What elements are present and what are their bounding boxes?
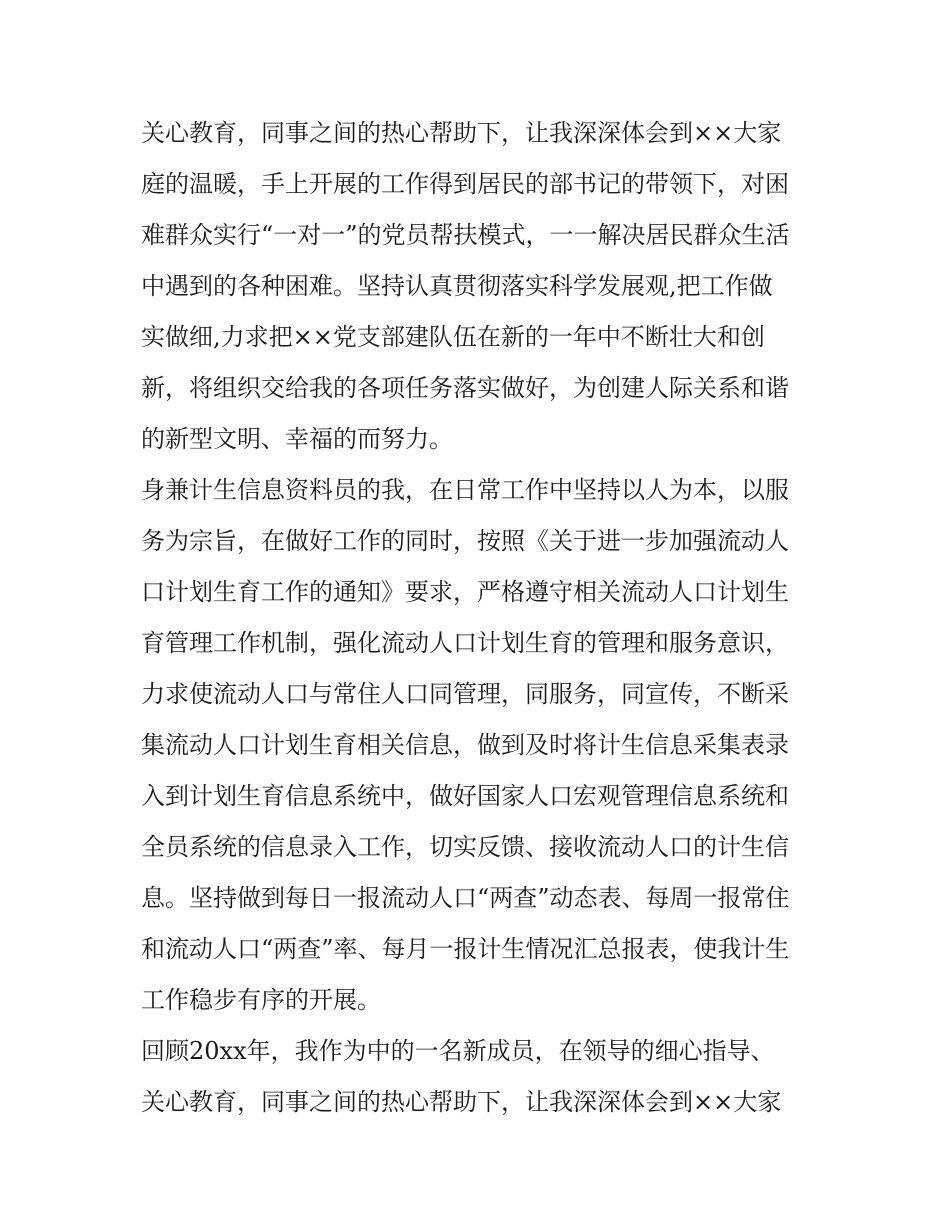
text-line: 身兼计生信息资料员的我，在日常工作中坚持以人为本，以服 (141, 476, 789, 504)
text-line: 息。坚持做到每日一报流动人口“两查”动态表、每周一报常住 (141, 884, 790, 912)
text-line: 育管理工作机制，强化流动人口计划生育的管理和服务意识， (141, 629, 789, 657)
text-line: 回顾20xx年，我作为中的一名新成员，在领导的细心指导、 (141, 1037, 775, 1065)
text-line: 入到计划生育信息系统中，做好国家人口宏观管理信息系统和 (141, 782, 789, 810)
text-line: 全员系统的信息录入工作，切实反馈、接收流动人口的计生信 (141, 833, 789, 861)
text-line: 集流动人口计划生育相关信息，做到及时将计生信息采集表录 (141, 731, 789, 759)
text-line: 力求使流动人口与常住人口同管理，同服务，同宣传，不断采 (141, 680, 789, 708)
text-line: 实做细,力求把××党支部建队伍在新的一年中不断壮大和创 (141, 323, 765, 351)
text-line: 和流动人口“两查”率、每月一报计生情况汇总报表，使我计生 (141, 935, 790, 963)
document-body (141, 108, 821, 1128)
text-line: 务为宗旨，在做好工作的同时，按照《关于进一步加强流动人 (141, 527, 789, 555)
text-line: 新，将组织交给我的各项任务落实做好，为创建人际关系和谐 (141, 374, 789, 402)
text-line: 的新型文明、幸福的而努力。 (141, 425, 453, 453)
text-line: 难群众实行“一对一”的党员帮扶模式，一一解决居民群众生活 (141, 221, 790, 249)
text-line: 工作稳步有序的开展。 (141, 986, 381, 1014)
text-line: 庭的温暖，手上开展的工作得到居民的部书记的带领下，对困 (141, 170, 789, 198)
text-line: 中遇到的各种困难。坚持认真贯彻落实科学发展观,把工作做 (141, 272, 773, 300)
text-line: 关心教育，同事之间的热心帮助下，让我深深体会到××大家 (141, 119, 782, 147)
text-line: 口计划生育工作的通知》要求，严格遵守相关流动人口计划生 (141, 578, 789, 606)
text-line: 关心教育，同事之间的热心帮助下，让我深深体会到××大家 (141, 1088, 782, 1116)
